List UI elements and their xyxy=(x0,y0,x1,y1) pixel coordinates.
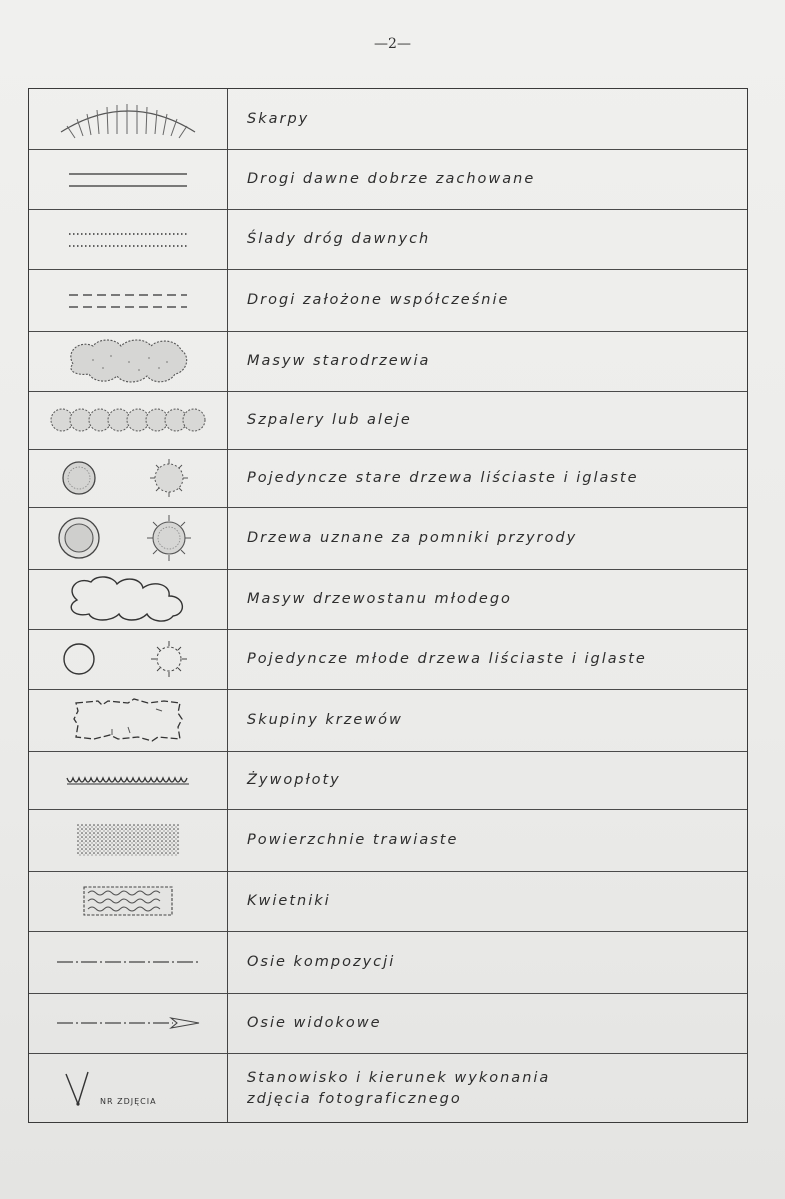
legend-label: Drzewa uznane za pomniki przyrody xyxy=(247,529,578,546)
tree-row-symbol xyxy=(29,391,227,449)
page-number: —2— xyxy=(374,36,411,52)
legend-row-single-young-trees xyxy=(29,629,747,689)
double-solid-line-symbol xyxy=(29,149,227,209)
legend-table xyxy=(28,88,748,1123)
legend-row-escarpment xyxy=(29,89,747,149)
legend-label: Powierzchnie trawiaste xyxy=(247,831,459,848)
legend-row-single-old-trees xyxy=(29,449,747,507)
legend-row-tree-rows xyxy=(29,391,747,449)
legend-row-hedges xyxy=(29,751,747,809)
legend-label: Masyw drzewostanu młodego xyxy=(247,590,512,607)
legend-label: Kwietniki xyxy=(247,892,331,909)
legend-row-grass xyxy=(29,809,747,871)
legend-label: Masyw starodrzewia xyxy=(247,352,431,369)
legend-label: Skupiny krzewów xyxy=(247,711,403,728)
legend-row-shrub-groups xyxy=(29,689,747,751)
legend-row-flowerbeds xyxy=(29,871,747,931)
view-axis-symbol xyxy=(29,993,227,1053)
shrub-group-symbol xyxy=(29,689,227,751)
legend-label: Szpalery lub aleje xyxy=(247,411,412,428)
legend-label: Drogi założone współcześnie xyxy=(247,291,510,308)
hedge-symbol xyxy=(29,751,227,809)
double-dashed-line-symbol xyxy=(29,269,227,331)
single-old-trees-symbol xyxy=(29,449,227,507)
young-stand-mass-symbol xyxy=(29,569,227,629)
legend-label: Skarpy xyxy=(247,110,310,127)
grass-surface-symbol xyxy=(29,809,227,871)
legend-label: Pojedyncze młode drzewa liściaste i iglaste xyxy=(247,650,647,667)
legend-row-view-axes xyxy=(29,993,747,1053)
legend-label: Osie kompozycji xyxy=(247,953,396,970)
legend-label: Żywopłoty xyxy=(247,771,341,788)
legend-row-young-stand-mass xyxy=(29,569,747,629)
legend-row-old-road-traces xyxy=(29,209,747,269)
single-young-trees-symbol xyxy=(29,629,227,689)
composition-axis-symbol xyxy=(29,931,227,993)
photo-station-symbol xyxy=(29,1053,227,1124)
old-tree-mass-symbol xyxy=(29,331,227,391)
legend-row-monument-trees xyxy=(29,507,747,569)
legend-row-modern-roads xyxy=(29,269,747,331)
legend-label: Stanowisko i kierunek wykonania zdjęcia fotograficznego xyxy=(247,1069,551,1107)
double-dotted-line-symbol xyxy=(29,209,227,269)
legend-row-composition-axes xyxy=(29,931,747,993)
legend-label: Ślady dróg dawnych xyxy=(247,230,431,247)
legend-label: Pojedyncze stare drzewa liściaste i iglaste xyxy=(247,469,639,486)
legend-row-photo-station xyxy=(29,1053,747,1124)
legend-row-old-roads xyxy=(29,149,747,209)
flowerbed-symbol xyxy=(29,871,227,931)
monument-trees-symbol xyxy=(29,507,227,569)
column-divider xyxy=(227,89,228,1122)
photo-number-caption: NR ZDJĘCIA xyxy=(100,1096,157,1106)
legend-row-old-tree-mass xyxy=(29,331,747,391)
slope-hatching-symbol xyxy=(29,89,227,149)
legend-label: Osie widokowe xyxy=(247,1014,382,1031)
legend-label: Drogi dawne dobrze zachowane xyxy=(247,170,536,187)
